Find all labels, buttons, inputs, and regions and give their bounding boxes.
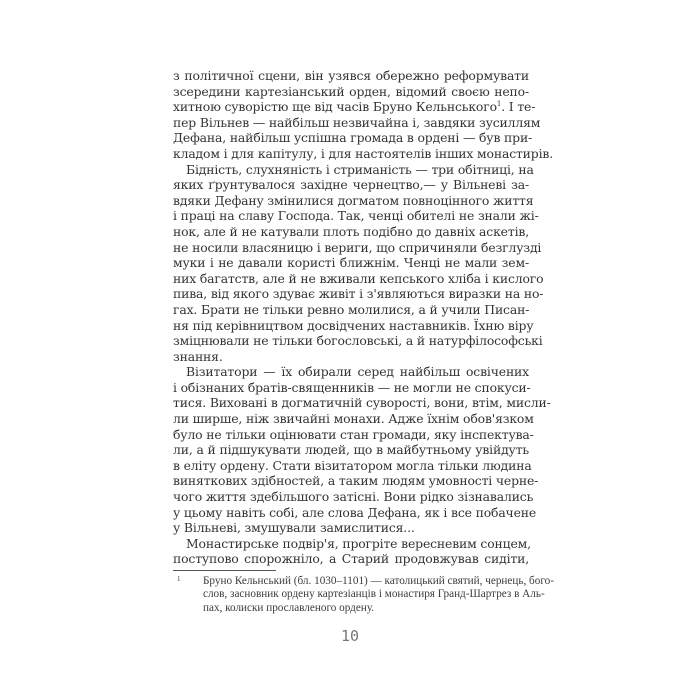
text-line: ня під керівництвом досвідчених наставників. Їхню віру	[173, 317, 534, 333]
text-segment: . І те-	[501, 99, 536, 115]
text-line: знання.	[173, 348, 223, 364]
paragraph-start-line: Бідність, слухняність і стриманість — три обітниці, на	[186, 161, 534, 177]
footnote	[173, 575, 554, 615]
footnote-divider	[173, 570, 276, 571]
text-line: і праці на славу Господа. Так, ченці обителі не знали жі-	[173, 208, 539, 224]
text-line: зміцнювали не тільки богословські, а й натурфілософські	[173, 333, 543, 349]
footnote-line: пах, колиски прославленого ордену.	[203, 601, 375, 614]
text-line: у цьому навіть собі, але слова Дефана, як і все побачене	[173, 504, 537, 520]
text-line: ли ширше, ніж звичайні монахи. Адже їхнім обов'язком	[173, 411, 534, 427]
text-line: яких ґрунтувалося західне чернецтво,— у Вільневі за-	[173, 177, 529, 193]
text-line: пива, від якого здуває живіт і з'являються виразки на но-	[173, 286, 544, 302]
footnote-line: Бруно Кельнський (бл. 1030–1101) — католицький святий, чернець, бого-	[203, 575, 554, 587]
page-number: 10	[340, 627, 360, 645]
text-line: з політичної сцени, він узявся обережно реформувати	[173, 68, 529, 83]
text-line: в еліту ордену. Стати візитатором могла тільки людина	[173, 457, 532, 473]
footnote-reference[interactable]: 1	[496, 100, 502, 109]
text-line: ли, а й підшукувати людей, що в майбутньому увійдуть	[173, 442, 529, 458]
text-line: Дефана, найбільш успішна громада в ордені — був при-	[173, 130, 533, 146]
body-text	[173, 68, 554, 567]
paragraph-start-line: Монастирське подвір'я, прогріте вересневим сонцем,	[186, 535, 531, 551]
text-line: було не тільки оцінювати стан громади, яку інспектува-	[173, 426, 534, 442]
text-line: гах. Брати не тільки ревно молилися, а й учили Писан-	[173, 301, 530, 317]
text-line: кладом і для капітулу, і для настоятелів інших монастирів.	[173, 145, 554, 161]
text-line: муки і не давали користі ближнім. Ченці не мали зем-	[173, 255, 529, 271]
text-line: виняткових здібностей, а таким людям умовності черне-	[173, 473, 539, 489]
text-line: у Вільневі, змушували замислитися...	[173, 520, 415, 536]
paragraph-start-line: Візитатори — їх обирали серед найбільш освічених	[186, 364, 529, 380]
text-line: нок, але й не катували плоть подібно до давніх аскетів,	[173, 223, 529, 239]
text-line: і обізнаних братів-священників — не могли не спокуси-	[173, 379, 531, 395]
text-line: не носили власяницю і вериги, що спричиняли безглузді	[173, 239, 542, 255]
text-line: вдяки Дефану змінилися догматом повноцінного життя	[173, 192, 534, 208]
text-line: чого життя здебільшого затісні. Вони рідко зізнавались	[173, 489, 534, 505]
text-line: поступово спорожніло, а Старий продовжував сидіти,	[173, 551, 529, 567]
text-line: них багатств, але й не вживали кепського хліба і кислого	[173, 270, 544, 286]
text-line: пер Вільнев — найбільш незвичайна і, завдяки зусиллям	[173, 114, 541, 130]
text-line: тися. Виховані в догматичній суворості, вони, втім, мисли-	[173, 395, 551, 411]
text-segment: хитною суворістю ще від часів Бруно Кельнського	[173, 99, 497, 115]
text-line: зсередини картезіанський орден, відомий своєю непо-	[173, 83, 529, 99]
footnote-line: слов, засновник ордену картезіанців і монастиря Гранд-Шартрез в Аль-	[203, 588, 545, 601]
text-line	[173, 99, 536, 115]
footnote-mark: 1	[177, 575, 181, 583]
